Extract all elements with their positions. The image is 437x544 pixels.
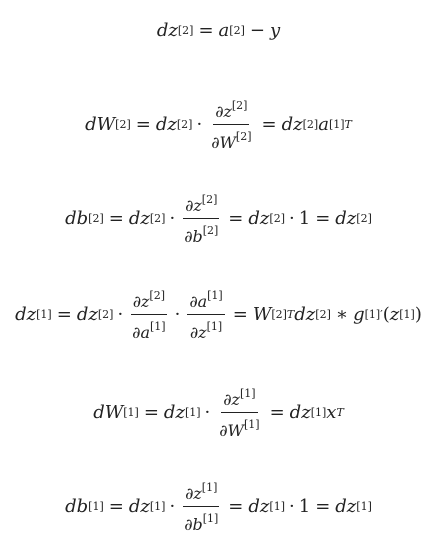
eq6-den-superscript: [1] [202, 512, 219, 525]
eq2-lhs: dW [85, 114, 116, 135]
eq4-fraction-1-numerator [131, 286, 167, 315]
eq5-num-superscript: [1] [239, 387, 256, 400]
eq4-d1-text: ∂a [132, 323, 150, 342]
eq6-dz-superscript: [1] [149, 500, 166, 513]
eq4-result-dz: dz [294, 304, 316, 325]
eq3-num-text: ∂z [185, 196, 202, 215]
eq5-dot: · [204, 402, 211, 423]
eq5-transpose: T [336, 406, 344, 419]
eq6-result-dz-superscript: [1] [269, 500, 285, 513]
eq6-equals-3: = [315, 496, 331, 517]
eq2-denominator [209, 125, 253, 153]
equation-2 [0, 96, 437, 153]
eq4-star: ∗ [335, 304, 349, 325]
equation-5 [0, 384, 437, 441]
eq3-equals: = [108, 208, 124, 229]
eq5-result-x: x [326, 402, 337, 423]
eq3-num-superscript: [2] [201, 193, 218, 206]
eq6-lhs: db [65, 496, 89, 517]
eq3-equals-2: = [228, 208, 244, 229]
eq2-lhs-superscript: [2] [115, 118, 131, 131]
eq1-term-y: y [269, 20, 281, 41]
eq6-numerator [183, 478, 219, 507]
eq3-lhs: db [65, 208, 89, 229]
eq4-weight: W [252, 304, 272, 325]
eq4-n1-superscript: [2] [149, 289, 166, 302]
eq4-n1-text: ∂z [132, 292, 150, 311]
eq1-lhs: dz [156, 20, 178, 41]
eq2-result-dz-superscript: [2] [302, 118, 319, 131]
eq5-den-superscript: [1] [243, 418, 260, 431]
eq2-result-a-superscript: [1] [328, 118, 345, 131]
eq4-fraction-2-denominator [188, 315, 224, 343]
eq5-lhs: dW [93, 402, 124, 423]
eq6-num-superscript: [1] [201, 481, 218, 494]
eq3-equals-3: = [315, 208, 331, 229]
eq2-dz: dz [155, 114, 177, 135]
eq3-dz-superscript: [2] [149, 212, 166, 225]
eq4-d2-superscript: [1] [206, 320, 223, 333]
eq5-lhs-superscript: [1] [123, 406, 139, 419]
eq4-n2-text: ∂a [189, 292, 208, 311]
eq4-left-paren: ( [382, 304, 390, 325]
eq4-dz-superscript: [2] [97, 308, 114, 321]
eq3-lhs-superscript: [2] [88, 212, 104, 225]
eq2-result-a: a [318, 114, 329, 135]
eq4-lhs: dz [15, 304, 37, 325]
eq6-denominator [182, 507, 220, 535]
eq4-fraction-1 [130, 286, 167, 343]
eq2-dot: · [196, 114, 203, 135]
eq6-den-text: ∂b [184, 515, 203, 534]
eq4-z-superscript: [1] [399, 308, 415, 321]
eq2-transpose: T [344, 118, 352, 131]
eq3-den-superscript: [2] [202, 224, 219, 237]
eq2-den-superscript: [2] [235, 130, 252, 143]
eq2-fraction [209, 96, 253, 153]
equation-6 [0, 478, 437, 535]
equation-4 [0, 286, 437, 343]
eq2-numerator [213, 96, 249, 125]
eq4-fraction-1-denominator [130, 315, 167, 343]
eq5-denominator [217, 413, 261, 441]
eq4-fraction-2 [187, 286, 224, 343]
eq5-den-text: ∂W [219, 421, 244, 440]
eq2-den-text: ∂W [211, 133, 236, 152]
eq1-equals: = [198, 20, 214, 41]
eq6-final-dz-superscript: [1] [356, 500, 372, 513]
eq4-lhs-superscript: [1] [36, 308, 52, 321]
eq4-dot-2: · [174, 304, 181, 325]
equation-1 [0, 20, 437, 41]
eq2-result-dz: dz [281, 114, 303, 135]
eq3-final-dz-superscript: [2] [356, 212, 372, 225]
eq4-dz: dz [76, 304, 98, 325]
eq4-z: z [389, 304, 400, 325]
eq3-numerator [183, 190, 219, 219]
eq6-result-dz: dz [248, 496, 270, 517]
eq3-result-dz: dz [248, 208, 270, 229]
eq6-dot-2: · [289, 496, 295, 517]
eq2-num-text: ∂z [215, 102, 232, 121]
eq4-dot: · [117, 304, 124, 325]
eq6-lhs-superscript: [1] [88, 500, 104, 513]
eq5-fraction [217, 384, 261, 441]
eq4-g: g [353, 304, 365, 325]
eq4-d2-text: ∂z [189, 323, 207, 342]
eq5-dz: dz [163, 402, 185, 423]
eq6-dz: dz [128, 496, 150, 517]
eq3-dz: dz [128, 208, 150, 229]
eq4-fraction-2-numerator [187, 286, 224, 315]
eq6-num-text: ∂z [185, 484, 202, 503]
eq4-equals: = [56, 304, 72, 325]
eq6-dot: · [169, 496, 176, 517]
eq3-denominator [182, 219, 220, 247]
eq3-dot-2: · [289, 208, 295, 229]
eq3-den-text: ∂b [184, 227, 203, 246]
eq5-numerator [221, 384, 257, 413]
eq1-term-a: a [218, 20, 230, 41]
eq1-minus: − [249, 20, 265, 41]
eq6-one: 1 [298, 496, 311, 517]
eq5-result-dz: dz [289, 402, 311, 423]
eq4-n2-superscript: [1] [207, 289, 223, 302]
eq6-equals: = [108, 496, 124, 517]
eq2-equals: = [135, 114, 151, 135]
eq3-fraction [182, 190, 220, 247]
eq4-weight-superscript: [2] [271, 308, 287, 321]
eq5-dz-superscript: [1] [184, 406, 201, 419]
eq4-transpose: T [286, 308, 295, 321]
eq5-num-text: ∂z [223, 390, 240, 409]
eq4-d1-superscript: [1] [149, 320, 166, 333]
eq4-g-superscript: [1]′ [364, 308, 383, 321]
eq6-fraction [182, 478, 220, 535]
eq3-one: 1 [298, 208, 311, 229]
eq3-final-dz: dz [335, 208, 357, 229]
eq4-right-paren: ) [414, 304, 422, 325]
equation-3 [0, 190, 437, 247]
eq4-equals-2: = [232, 304, 248, 325]
eq5-result-dz-superscript: [1] [310, 406, 327, 419]
eq6-equals-2: = [228, 496, 244, 517]
eq6-final-dz: dz [335, 496, 357, 517]
eq3-dot: · [169, 208, 176, 229]
eq2-equals-2: = [261, 114, 277, 135]
eq2-dz-superscript: [2] [176, 118, 193, 131]
eq4-result-dz-superscript: [2] [315, 308, 331, 321]
eq1-term-a-superscript: [2] [229, 24, 245, 37]
eq5-equals-2: = [269, 402, 285, 423]
eq3-result-dz-superscript: [2] [269, 212, 285, 225]
eq1-lhs-superscript: [2] [177, 24, 194, 37]
eq2-num-superscript: [2] [231, 99, 248, 112]
eq5-equals: = [143, 402, 159, 423]
